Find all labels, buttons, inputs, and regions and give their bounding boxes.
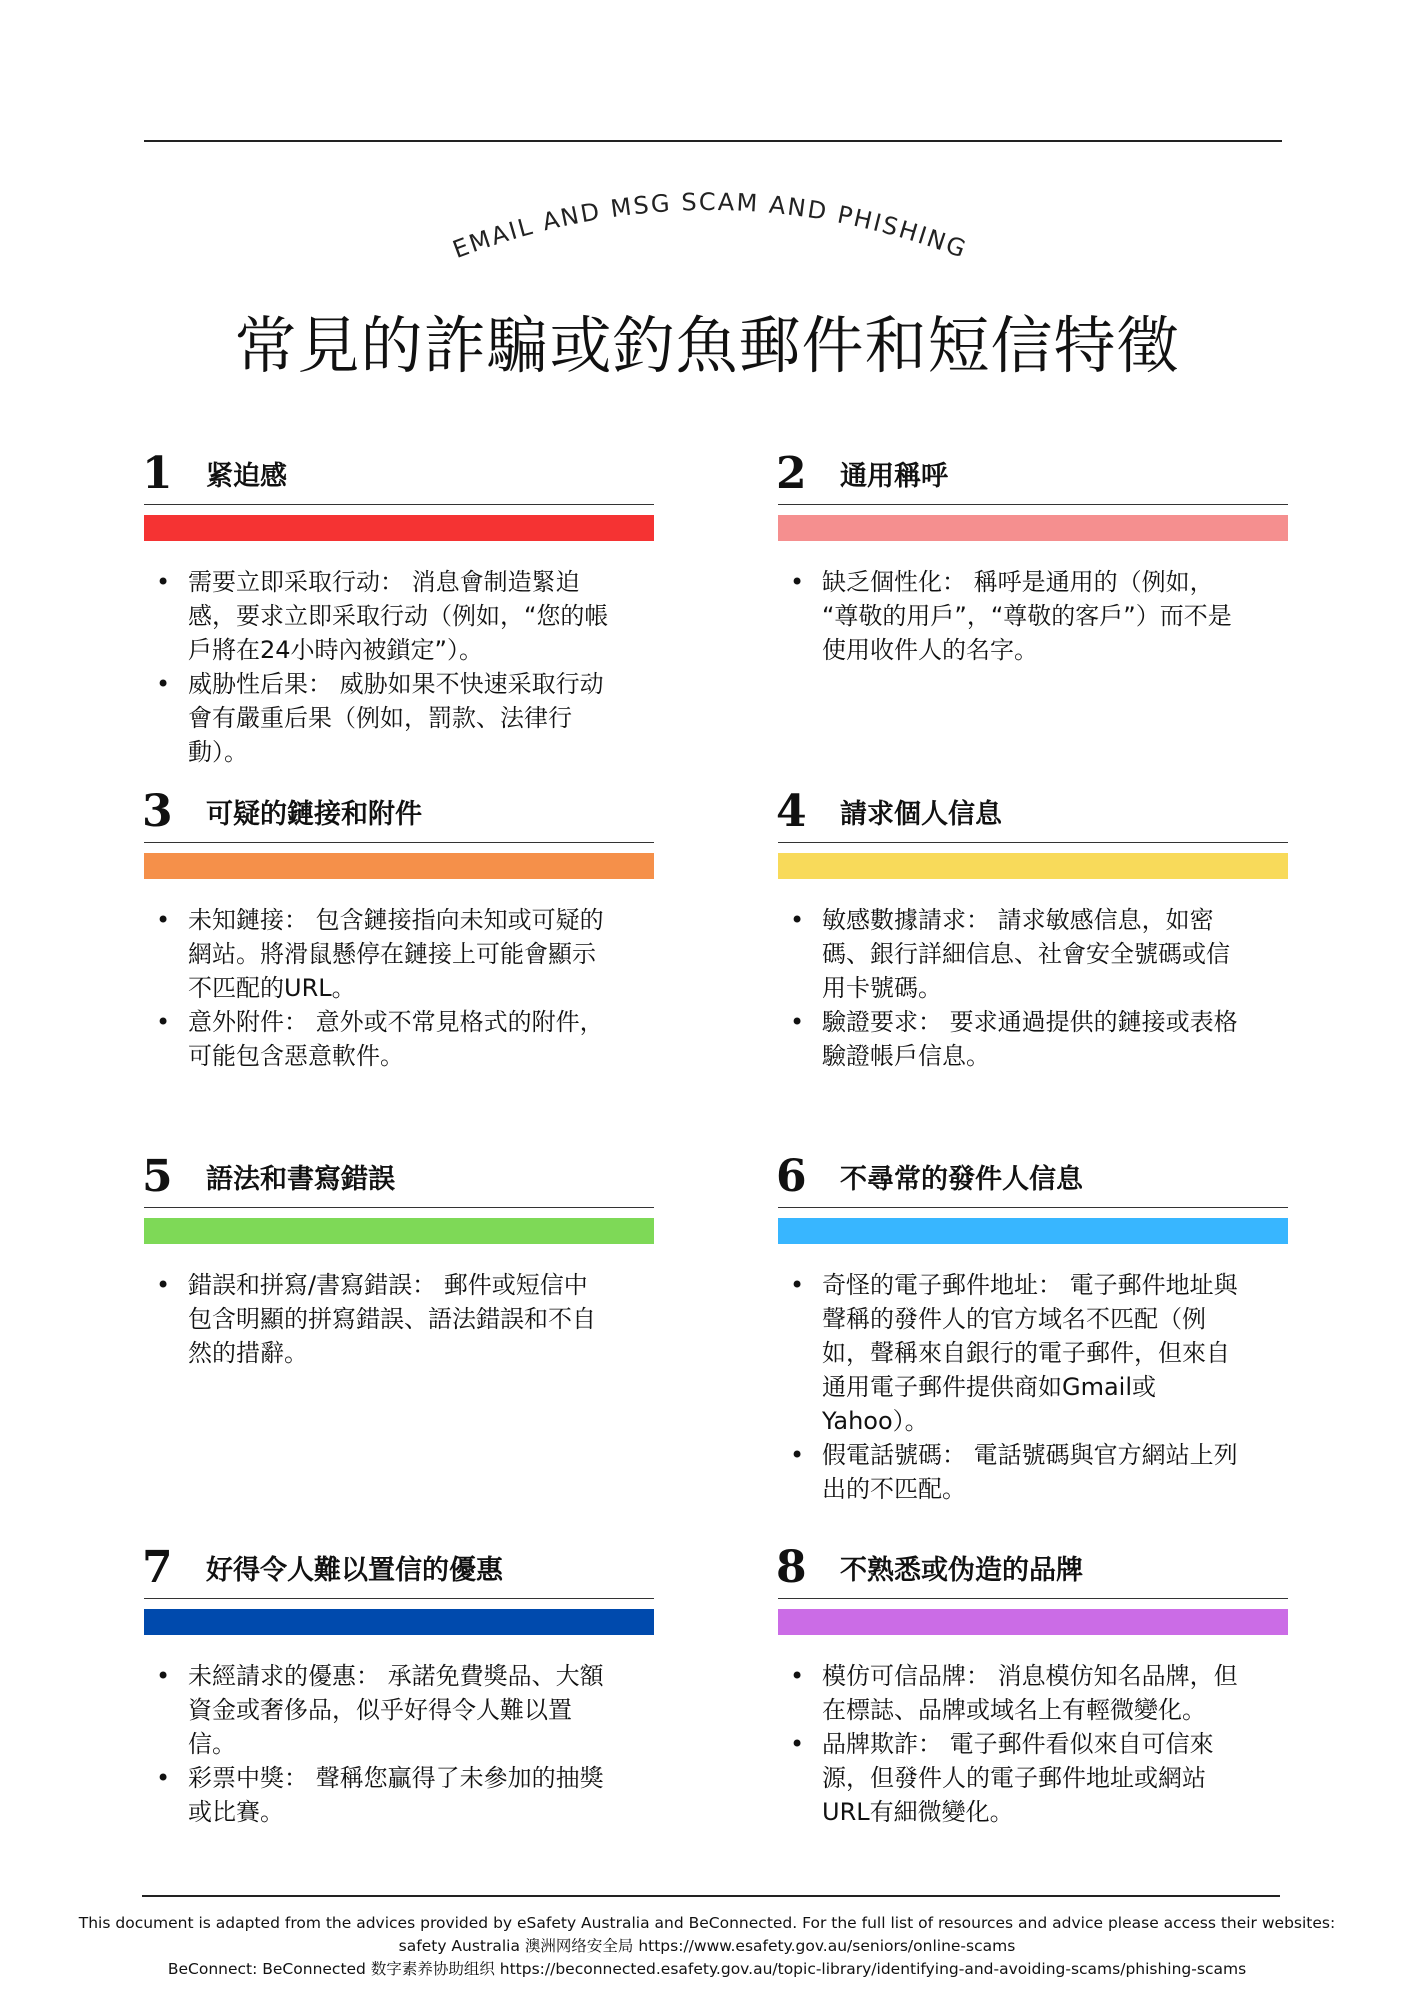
section-personal-info-request xyxy=(776,786,1288,1073)
bullet-text-line: 使用收件人的名字。 xyxy=(822,636,1038,664)
curved-subtitle xyxy=(380,175,1040,295)
section-color-bar xyxy=(144,853,654,879)
svg-text:EMAIL AND MSG SCAM AND PHISHIN xyxy=(449,188,971,264)
bottom-divider xyxy=(142,1895,1280,1897)
bullet-text-line: URL有細微變化。 xyxy=(822,1798,1014,1826)
section-too-good-offers xyxy=(142,1542,654,1829)
bullet-text-line: 然的措辭。 xyxy=(188,1339,308,1367)
bullet-text-line: 信。 xyxy=(188,1730,236,1758)
footer-line-source: This document is adapted from the advices provided by eSafety Australia and BeConnected. For the full list of resources and advice please access their websites: xyxy=(78,1914,1336,1932)
bullet-text-line: 敏感數據請求： 請求敏感信息，如密 xyxy=(822,906,1214,934)
section-color-bar xyxy=(778,1609,1288,1635)
bullet-text-line: 未知鏈接： 包含鏈接指向未知或可疑的 xyxy=(188,906,604,934)
section-title: 請求個人信息 xyxy=(840,799,1002,830)
bullet-text-line: “尊敬的用戶”，“尊敬的客戶”）而不是 xyxy=(822,602,1232,630)
section-header xyxy=(776,1542,1288,1599)
bullet-text-line: 驗證要求： 要求通過提供的鏈接或表格 xyxy=(822,1008,1238,1036)
bullet-text-line: 通用電子郵件提供商如Gmail或 xyxy=(822,1373,1157,1401)
section-unusual-sender xyxy=(776,1151,1288,1506)
section-number: 2 xyxy=(776,448,807,499)
section-header xyxy=(776,786,1288,843)
bullet-text-line: 在標誌、品牌或域名上有輕微變化。 xyxy=(822,1696,1206,1724)
section-generic-greeting xyxy=(776,448,1288,667)
bullet-text-line: 或比賽。 xyxy=(188,1798,284,1826)
bullet-text-line: 需要立即采取行动： 消息會制造緊迫 xyxy=(188,568,580,596)
section-number: 7 xyxy=(142,1542,173,1593)
bullet-item xyxy=(154,1268,654,1370)
section-suspicious-links xyxy=(142,786,654,1073)
bullet-list xyxy=(144,903,654,1073)
section-urgency xyxy=(142,448,654,769)
section-title: 好得令人難以置信的優惠 xyxy=(206,1555,503,1586)
section-number: 6 xyxy=(776,1151,807,1202)
bullet-text-line: 資金或奢侈品，似乎好得令人難以置 xyxy=(188,1696,572,1724)
bullet-text-line: 碼、銀行詳細信息、社會安全號碼或信 xyxy=(822,940,1230,968)
section-color-bar xyxy=(144,1609,654,1635)
bullet-text-line: 品牌欺詐： 電子郵件看似來自可信來 xyxy=(822,1730,1214,1758)
bullet-list xyxy=(778,1268,1288,1506)
footer-line-esafety: safety Australia 澳洲网络安全局 https://www.esafety.gov.au/seniors/online-scams xyxy=(398,1937,1016,1955)
section-number: 5 xyxy=(142,1151,173,1202)
section-header xyxy=(142,786,654,843)
section-color-bar xyxy=(144,1218,654,1244)
bullet-item xyxy=(788,1268,1288,1438)
section-title: 通用稱呼 xyxy=(840,461,948,492)
section-number: 4 xyxy=(776,786,807,837)
bullet-text-line: 假電話號碼： 電話號碼與官方網站上列 xyxy=(822,1441,1238,1469)
bullet-item xyxy=(788,1659,1288,1727)
section-color-bar xyxy=(778,1218,1288,1244)
page-title: 常見的詐騙或釣魚郵件和短信特徵 xyxy=(234,309,1180,382)
bullet-item xyxy=(154,565,654,667)
bullet-list xyxy=(144,1268,654,1370)
top-divider xyxy=(144,140,1282,142)
bullet-text-line: 奇怪的電子郵件地址： 電子郵件地址與 xyxy=(822,1271,1238,1299)
bullet-text-line: 如，聲稱來自銀行的電子郵件，但來自 xyxy=(822,1339,1230,1367)
bullet-text-line: 不匹配的URL。 xyxy=(188,974,356,1002)
section-title: 不熟悉或伪造的品牌 xyxy=(840,1555,1083,1586)
arc-title-text: EMAIL AND MSG SCAM AND PHISHING xyxy=(448,187,972,265)
section-header xyxy=(142,1542,654,1599)
bullet-item xyxy=(788,1438,1288,1506)
bullet-text-line: 聲稱的發件人的官方域名不匹配（例 xyxy=(822,1305,1206,1333)
bullet-text-line: 出的不匹配。 xyxy=(822,1475,966,1503)
section-title: 紧迫感 xyxy=(206,461,287,492)
bullet-text-line: 模仿可信品牌： 消息模仿知名品牌，但 xyxy=(822,1662,1238,1690)
section-number: 8 xyxy=(776,1542,807,1593)
section-grammar-errors xyxy=(142,1151,654,1370)
section-fake-brands xyxy=(776,1542,1288,1829)
bullet-text-line: 威胁性后果： 威胁如果不快速采取行动 xyxy=(188,670,604,698)
section-header xyxy=(142,448,654,505)
section-header xyxy=(142,1151,654,1208)
bullet-text-line: 感，要求立即采取行动（例如，“您的帳 xyxy=(188,602,609,630)
section-color-bar xyxy=(144,515,654,541)
bullet-list xyxy=(778,565,1288,667)
bullet-text-line: 錯誤和拼寫/書寫錯誤： 郵件或短信中 xyxy=(188,1271,588,1299)
bullet-text-line: 源，但發件人的電子郵件地址或網站 xyxy=(822,1764,1206,1792)
bullet-list xyxy=(778,903,1288,1073)
section-color-bar xyxy=(778,853,1288,879)
bullet-text-line: 動）。 xyxy=(188,738,248,766)
bullet-item xyxy=(788,565,1288,667)
footer xyxy=(0,1912,1414,1981)
bullet-text-line: 網站。將滑鼠懸停在鏈接上可能會顯示 xyxy=(188,940,596,968)
bullet-text-line: 可能包含惡意軟件。 xyxy=(188,1042,404,1070)
bullet-item xyxy=(154,1659,654,1761)
bullet-text-line: 會有嚴重后果（例如，罰款、法律行 xyxy=(188,704,572,732)
bullet-text-line: 包含明顯的拼寫錯誤、語法錯誤和不自 xyxy=(188,1305,596,1333)
bullet-item xyxy=(788,1727,1288,1829)
section-title: 可疑的鏈接和附件 xyxy=(206,799,422,830)
bullet-text-line: 未經請求的優惠： 承諾免費獎品、大額 xyxy=(188,1662,604,1690)
section-color-bar xyxy=(778,515,1288,541)
bullet-item xyxy=(154,1761,654,1829)
bullet-item xyxy=(788,903,1288,1005)
footer-line-beconnected: BeConnect: BeConnected 数字素养协助组织 https://beconnected.esafety.gov.au/topic-library/identifying-and-avoiding-scams/phishing-scams xyxy=(167,1960,1247,1978)
bullet-item xyxy=(154,667,654,769)
bullet-item xyxy=(154,1005,654,1073)
bullet-item xyxy=(154,903,654,1005)
section-header xyxy=(776,448,1288,505)
bullet-text-line: 戶將在24小時內被鎖定”）。 xyxy=(188,636,483,664)
bullet-text-line: 彩票中獎： 聲稱您贏得了未參加的抽獎 xyxy=(188,1764,604,1792)
bullet-text-line: Yahoo）。 xyxy=(822,1407,929,1435)
bullet-text-line: 用卡號碼。 xyxy=(822,974,942,1002)
bullet-list xyxy=(144,565,654,769)
section-title: 不尋常的發件人信息 xyxy=(840,1164,1083,1195)
section-header xyxy=(776,1151,1288,1208)
section-title: 語法和書寫錯誤 xyxy=(206,1164,395,1195)
bullet-text-line: 意外附件： 意外或不常見格式的附件， xyxy=(188,1008,604,1036)
bullet-text-line: 缺乏個性化： 稱呼是通用的（例如， xyxy=(822,568,1214,596)
section-number: 1 xyxy=(142,448,173,499)
bullet-item xyxy=(788,1005,1288,1073)
bullet-text-line: 驗證帳戶信息。 xyxy=(822,1042,990,1070)
bullet-list xyxy=(778,1659,1288,1829)
bullet-list xyxy=(144,1659,654,1829)
section-number: 3 xyxy=(142,786,173,837)
